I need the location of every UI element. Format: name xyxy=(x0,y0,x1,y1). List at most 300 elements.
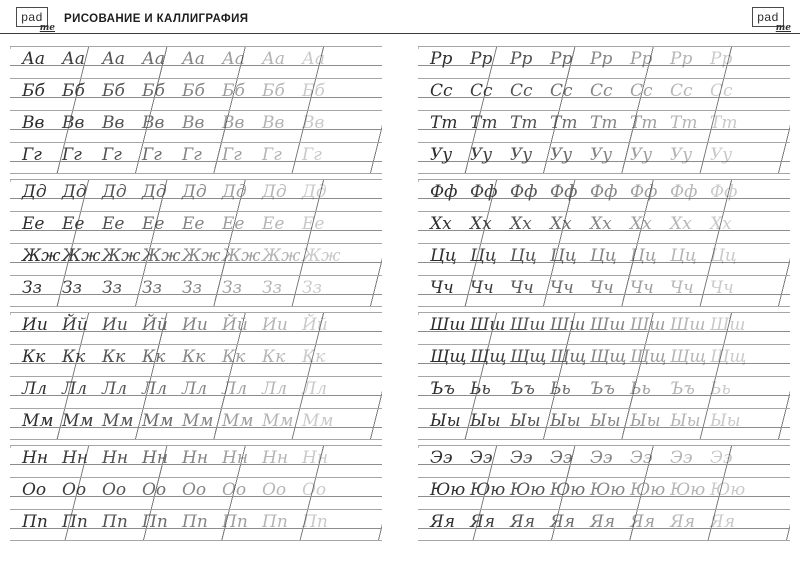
practice-row-Нн xyxy=(10,445,382,468)
letter-pair: Ъъ xyxy=(430,379,455,399)
letter-pair: Гг xyxy=(142,145,162,165)
padme-logo-left xyxy=(16,7,55,33)
letter-pair: Зз xyxy=(22,278,42,298)
practice-row-Зз xyxy=(10,275,382,298)
letter-pair: Дд xyxy=(302,182,327,202)
letter-pair: Гг xyxy=(22,145,42,165)
letter-pair: Оо xyxy=(142,480,167,500)
letter-pair: Щщ xyxy=(630,347,667,367)
letter-pair: Пп xyxy=(22,512,48,532)
letter-pair: Юю xyxy=(710,480,746,500)
letter-pair: Нн xyxy=(62,448,89,468)
letter-pair: Жж xyxy=(22,246,61,266)
letter-repetitions xyxy=(430,347,750,367)
letter-pair: Лл xyxy=(182,379,208,399)
letter-pair: Тт xyxy=(510,113,538,133)
letter-pair: Тт xyxy=(590,113,618,133)
letter-pair: Вв xyxy=(62,113,85,133)
letter-pair: Тт xyxy=(670,113,698,133)
practice-row-Хх xyxy=(418,211,790,234)
letter-pair: Оо xyxy=(102,480,127,500)
letter-pair: Юю xyxy=(590,480,626,500)
letter-repetitions xyxy=(430,480,750,500)
letter-pair: Кк xyxy=(182,347,206,367)
letter-pair: Яя xyxy=(510,512,535,532)
letter-pair: Ээ xyxy=(510,448,533,468)
letter-pair: Бб xyxy=(142,81,165,101)
letter-pair: Гг xyxy=(262,145,282,165)
letter-pair: Щщ xyxy=(670,347,707,367)
practice-column-left xyxy=(10,46,382,546)
letter-repetitions xyxy=(22,113,342,133)
letter-repetitions xyxy=(430,278,750,298)
practice-row-Гг xyxy=(10,142,382,165)
letter-pair: Уу xyxy=(590,145,613,165)
letter-pair: Пп xyxy=(62,512,88,532)
practice-row-Ыы xyxy=(418,408,790,431)
practice-column-right xyxy=(418,46,790,546)
letter-pair: Щщ xyxy=(550,347,587,367)
practice-row-Пп xyxy=(10,509,382,532)
letter-pair: Аа xyxy=(102,49,126,69)
letter-pair: Фф xyxy=(470,182,498,202)
letter-pair: Ээ xyxy=(710,448,733,468)
letter-pair: Вв xyxy=(102,113,125,133)
letter-pair: Оо xyxy=(62,480,87,500)
letter-pair: Рр xyxy=(590,49,613,69)
padme-logo-right xyxy=(752,7,791,33)
letter-repetitions xyxy=(22,145,342,165)
letter-pair: Яя xyxy=(670,512,695,532)
letter-pair: Ээ xyxy=(470,448,493,468)
letter-pair: Бб xyxy=(302,81,325,101)
letter-pair: Дд xyxy=(142,182,167,202)
letter-pair: Ее xyxy=(142,214,165,234)
letter-pair: Бб xyxy=(262,81,285,101)
practice-row-Фф xyxy=(418,179,790,202)
letter-pair: Чч xyxy=(550,278,574,298)
letter-pair: Ыы xyxy=(470,411,501,431)
letter-pair: Сс xyxy=(630,81,653,101)
letter-repetitions xyxy=(22,480,342,500)
letter-pair: Лл xyxy=(222,379,248,399)
letter-pair: Уу xyxy=(630,145,653,165)
letter-pair: Фф xyxy=(550,182,578,202)
letter-pair: Мм xyxy=(262,411,294,431)
letter-pair: Яя xyxy=(630,512,655,532)
letter-pair: Ээ xyxy=(550,448,573,468)
letter-pair: Хх xyxy=(710,214,732,234)
letter-pair: Сс xyxy=(470,81,493,101)
letter-pair: Мм xyxy=(62,411,94,431)
ruled-section xyxy=(418,445,790,541)
letter-pair: Цц xyxy=(670,246,697,266)
letter-pair: Рр xyxy=(470,49,493,69)
letter-pair: Пп xyxy=(302,512,328,532)
letter-repetitions xyxy=(22,448,342,468)
letter-pair: Чч xyxy=(510,278,534,298)
letter-pair: Юю xyxy=(550,480,586,500)
padme-logo-text: pad xyxy=(757,10,779,24)
letter-pair: Йй xyxy=(62,315,88,335)
letter-pair: Чч xyxy=(430,278,454,298)
letter-pair: Оо xyxy=(302,480,327,500)
padme-logo-script: me xyxy=(39,23,55,33)
letter-pair: Бб xyxy=(102,81,125,101)
letter-pair: Сс xyxy=(670,81,693,101)
letter-pair: Йй xyxy=(222,315,248,335)
letter-pair: Цц xyxy=(630,246,657,266)
letter-pair: Нн xyxy=(142,448,169,468)
letter-repetitions xyxy=(430,113,750,133)
practice-row-Яя xyxy=(418,509,790,532)
letter-repetitions xyxy=(22,246,342,266)
letter-repetitions xyxy=(430,315,750,335)
padme-logo-text: pad xyxy=(21,10,43,24)
practice-row-Ии-Йй xyxy=(10,312,382,335)
letter-pair: Ээ xyxy=(590,448,613,468)
letter-pair: Бб xyxy=(222,81,245,101)
letter-pair: Шш xyxy=(590,315,626,335)
practice-row-Тт xyxy=(418,110,790,133)
letter-pair: Ьь xyxy=(470,379,491,399)
letter-pair: Ыы xyxy=(510,411,541,431)
letter-repetitions xyxy=(22,278,342,298)
letter-pair: Дд xyxy=(62,182,87,202)
letter-pair: Ыы xyxy=(630,411,661,431)
letter-pair: Аа xyxy=(262,49,286,69)
letter-pair: Зз xyxy=(222,278,242,298)
letter-pair: Нн xyxy=(262,448,289,468)
letter-pair: Ьь xyxy=(550,379,571,399)
letter-pair: Тт xyxy=(550,113,578,133)
letter-pair: Вв xyxy=(22,113,45,133)
letter-pair: Яя xyxy=(590,512,615,532)
ruled-section xyxy=(418,46,790,174)
practice-row-Ээ xyxy=(418,445,790,468)
letter-pair: Уу xyxy=(510,145,533,165)
letter-pair: Сс xyxy=(590,81,613,101)
letter-pair: Яя xyxy=(710,512,735,532)
letter-pair: Юю xyxy=(630,480,666,500)
letter-pair: Уу xyxy=(470,145,493,165)
letter-pair: Фф xyxy=(710,182,738,202)
letter-pair: Шш xyxy=(630,315,666,335)
ruled-section xyxy=(418,179,790,307)
letter-pair: Аа xyxy=(22,49,46,69)
letter-repetitions xyxy=(430,145,750,165)
letter-pair: Ыы xyxy=(430,411,461,431)
letter-pair: Сс xyxy=(430,81,453,101)
practice-row-Вв xyxy=(10,110,382,133)
letter-pair: Юю xyxy=(670,480,706,500)
letter-pair: Аа xyxy=(142,49,166,69)
letter-pair: Бб xyxy=(182,81,205,101)
letter-pair: Ее xyxy=(262,214,285,234)
practice-row-Шш xyxy=(418,312,790,335)
letter-pair: Уу xyxy=(550,145,573,165)
practice-row-Щщ xyxy=(418,344,790,367)
letter-repetitions xyxy=(430,182,750,202)
practice-row-Уу xyxy=(418,142,790,165)
letter-pair: Зз xyxy=(262,278,282,298)
ruled-section xyxy=(418,312,790,440)
letter-pair: Рр xyxy=(550,49,573,69)
letter-pair: Ее xyxy=(302,214,325,234)
letter-pair: Яя xyxy=(550,512,575,532)
letter-pair: Аа xyxy=(62,49,86,69)
letter-pair: Жж xyxy=(222,246,261,266)
letter-pair: Чч xyxy=(710,278,734,298)
letter-pair: Лл xyxy=(262,379,288,399)
letter-pair: Лл xyxy=(22,379,48,399)
letter-pair: Ъъ xyxy=(670,379,695,399)
letter-pair: Щщ xyxy=(590,347,627,367)
letter-pair: Уу xyxy=(430,145,453,165)
letter-pair: Лл xyxy=(102,379,128,399)
letter-pair: Бб xyxy=(22,81,45,101)
practice-row-Ее xyxy=(10,211,382,234)
letter-pair: Ыы xyxy=(710,411,741,431)
letter-pair: Ээ xyxy=(430,448,453,468)
letter-repetitions xyxy=(22,182,342,202)
letter-pair: Пп xyxy=(102,512,128,532)
letter-pair: Кк xyxy=(22,347,46,367)
letter-pair: Ии xyxy=(262,315,288,335)
letter-pair: Яя xyxy=(430,512,455,532)
letter-pair: Кк xyxy=(262,347,286,367)
letter-pair: Сс xyxy=(710,81,733,101)
letter-repetitions xyxy=(430,49,750,69)
letter-pair: Ыы xyxy=(590,411,621,431)
letter-pair: Хх xyxy=(430,214,452,234)
letter-pair: Цц xyxy=(590,246,617,266)
letter-pair: Жж xyxy=(102,246,141,266)
practice-row-Мм xyxy=(10,408,382,431)
letter-pair: Оо xyxy=(182,480,207,500)
letter-pair: Жж xyxy=(262,246,301,266)
letter-pair: Гг xyxy=(302,145,322,165)
letter-pair: Нн xyxy=(182,448,209,468)
letter-pair: Ыы xyxy=(550,411,581,431)
letter-pair: Сс xyxy=(510,81,533,101)
letter-pair: Тт xyxy=(710,113,738,133)
letter-pair: Ъъ xyxy=(510,379,535,399)
practice-row-Аа xyxy=(10,46,382,69)
letter-repetitions xyxy=(430,411,750,431)
letter-pair: Зз xyxy=(62,278,82,298)
letter-pair: Пп xyxy=(262,512,288,532)
letter-pair: Фф xyxy=(590,182,618,202)
letter-pair: Кк xyxy=(62,347,86,367)
letter-pair: Юю xyxy=(430,480,466,500)
letter-repetitions xyxy=(22,347,342,367)
letter-pair: Шш xyxy=(510,315,546,335)
letter-pair: Хх xyxy=(470,214,492,234)
letter-pair: Дд xyxy=(222,182,247,202)
letter-pair: Мм xyxy=(142,411,174,431)
letter-pair: Ьь xyxy=(710,379,731,399)
letter-pair: Нн xyxy=(102,448,129,468)
practice-row-Жж xyxy=(10,243,382,266)
letter-pair: Гг xyxy=(222,145,242,165)
letter-pair: Ее xyxy=(102,214,125,234)
letter-repetitions xyxy=(22,81,342,101)
letter-pair: Йй xyxy=(302,315,328,335)
letter-pair: Тт xyxy=(630,113,658,133)
letter-pair: Хх xyxy=(550,214,572,234)
letter-pair: Хх xyxy=(630,214,652,234)
letter-pair: Сс xyxy=(550,81,573,101)
letter-pair: Чч xyxy=(590,278,614,298)
header-divider xyxy=(0,33,800,34)
practice-row-Юю xyxy=(418,477,790,500)
letter-pair: Рр xyxy=(430,49,453,69)
letter-pair: Йй xyxy=(142,315,168,335)
letter-pair: Ыы xyxy=(670,411,701,431)
letter-pair: Шш xyxy=(710,315,746,335)
letter-pair: Дд xyxy=(102,182,127,202)
letter-pair: Цц xyxy=(710,246,737,266)
letter-pair: Шш xyxy=(470,315,506,335)
letter-pair: Ьь xyxy=(630,379,651,399)
letter-pair: Дд xyxy=(182,182,207,202)
letter-pair: Ээ xyxy=(670,448,693,468)
letter-pair: Вв xyxy=(302,113,325,133)
letter-repetitions xyxy=(430,512,750,532)
letter-pair: Хх xyxy=(590,214,612,234)
letter-pair: Цц xyxy=(470,246,497,266)
letter-pair: Яя xyxy=(470,512,495,532)
letter-pair: Хх xyxy=(510,214,532,234)
padme-logo-script: me xyxy=(775,23,791,33)
letter-pair: Пп xyxy=(222,512,248,532)
letter-pair: Шш xyxy=(670,315,706,335)
letter-pair: Гг xyxy=(62,145,82,165)
letter-pair: Чч xyxy=(470,278,494,298)
letter-pair: Зз xyxy=(182,278,202,298)
letter-pair: Щщ xyxy=(510,347,547,367)
ruled-section xyxy=(10,312,382,440)
letter-pair: Рр xyxy=(630,49,653,69)
letter-pair: Мм xyxy=(102,411,134,431)
letter-repetitions xyxy=(430,246,750,266)
practice-row-Рр xyxy=(418,46,790,69)
letter-pair: Цц xyxy=(550,246,577,266)
letter-pair: Шш xyxy=(430,315,466,335)
letter-repetitions xyxy=(22,512,342,532)
letter-pair: Ээ xyxy=(630,448,653,468)
letter-pair: Рр xyxy=(710,49,733,69)
letter-pair: Фф xyxy=(510,182,538,202)
letter-pair: Зз xyxy=(102,278,122,298)
practice-row-Чч xyxy=(418,275,790,298)
letter-pair: Шш xyxy=(550,315,586,335)
letter-pair: Фф xyxy=(430,182,458,202)
letter-pair: Рр xyxy=(510,49,533,69)
practice-row-Дд xyxy=(10,179,382,202)
letter-pair: Зз xyxy=(142,278,162,298)
practice-row-Цц xyxy=(418,243,790,266)
page-title: РИСОВАНИЕ И КАЛЛИГРАФИЯ xyxy=(64,13,249,25)
letter-pair: Щщ xyxy=(710,347,747,367)
letter-pair: Ее xyxy=(22,214,45,234)
letter-pair: Ии xyxy=(102,315,128,335)
letter-pair: Тт xyxy=(470,113,498,133)
letter-pair: Юю xyxy=(510,480,546,500)
letter-pair: Мм xyxy=(182,411,214,431)
practice-row-Кк xyxy=(10,344,382,367)
letter-pair: Дд xyxy=(22,182,47,202)
letter-pair: Мм xyxy=(22,411,54,431)
letter-pair: Лл xyxy=(142,379,168,399)
letter-pair: Пп xyxy=(182,512,208,532)
letter-repetitions xyxy=(22,411,342,431)
letter-pair: Тт xyxy=(430,113,458,133)
letter-pair: Жж xyxy=(302,246,341,266)
letter-pair: Чч xyxy=(670,278,694,298)
letter-repetitions xyxy=(22,379,342,399)
letter-pair: Мм xyxy=(302,411,334,431)
letter-pair: Вв xyxy=(262,113,285,133)
practice-row-Лл xyxy=(10,376,382,399)
letter-pair: Оо xyxy=(222,480,247,500)
ruled-section xyxy=(10,179,382,307)
letter-pair: Чч xyxy=(630,278,654,298)
letter-pair: Бб xyxy=(62,81,85,101)
letter-pair: Кк xyxy=(142,347,166,367)
letter-repetitions xyxy=(22,49,342,69)
letter-repetitions xyxy=(22,315,342,335)
letter-repetitions xyxy=(430,214,750,234)
practice-row-Оо xyxy=(10,477,382,500)
letter-repetitions xyxy=(430,379,750,399)
letter-repetitions xyxy=(430,81,750,101)
letter-pair: Аа xyxy=(302,49,326,69)
letter-pair: Уу xyxy=(710,145,733,165)
letter-pair: Кк xyxy=(102,347,126,367)
letter-pair: Ии xyxy=(182,315,208,335)
letter-pair: Фф xyxy=(670,182,698,202)
letter-pair: Нн xyxy=(302,448,329,468)
letter-pair: Рр xyxy=(670,49,693,69)
letter-pair: Цц xyxy=(510,246,537,266)
letter-pair: Юю xyxy=(470,480,506,500)
letter-pair: Щщ xyxy=(470,347,507,367)
letter-pair: Дд xyxy=(262,182,287,202)
letter-repetitions xyxy=(22,214,342,234)
letter-pair: Кк xyxy=(302,347,326,367)
letter-pair: Вв xyxy=(222,113,245,133)
letter-pair: Аа xyxy=(182,49,206,69)
ruled-section xyxy=(10,445,382,541)
letter-repetitions xyxy=(430,448,750,468)
letter-pair: Нн xyxy=(222,448,249,468)
letter-pair: Аа xyxy=(222,49,246,69)
letter-pair: Зз xyxy=(302,278,322,298)
letter-pair: Лл xyxy=(62,379,88,399)
letter-pair: Нн xyxy=(22,448,49,468)
letter-pair: Гг xyxy=(182,145,202,165)
letter-pair: Оо xyxy=(262,480,287,500)
letter-pair: Пп xyxy=(142,512,168,532)
letter-pair: Фф xyxy=(630,182,658,202)
letter-pair: Жж xyxy=(62,246,101,266)
practice-row-Ъъ-Ьь xyxy=(418,376,790,399)
letter-pair: Ии xyxy=(22,315,48,335)
letter-pair: Вв xyxy=(142,113,165,133)
letter-pair: Оо xyxy=(22,480,47,500)
